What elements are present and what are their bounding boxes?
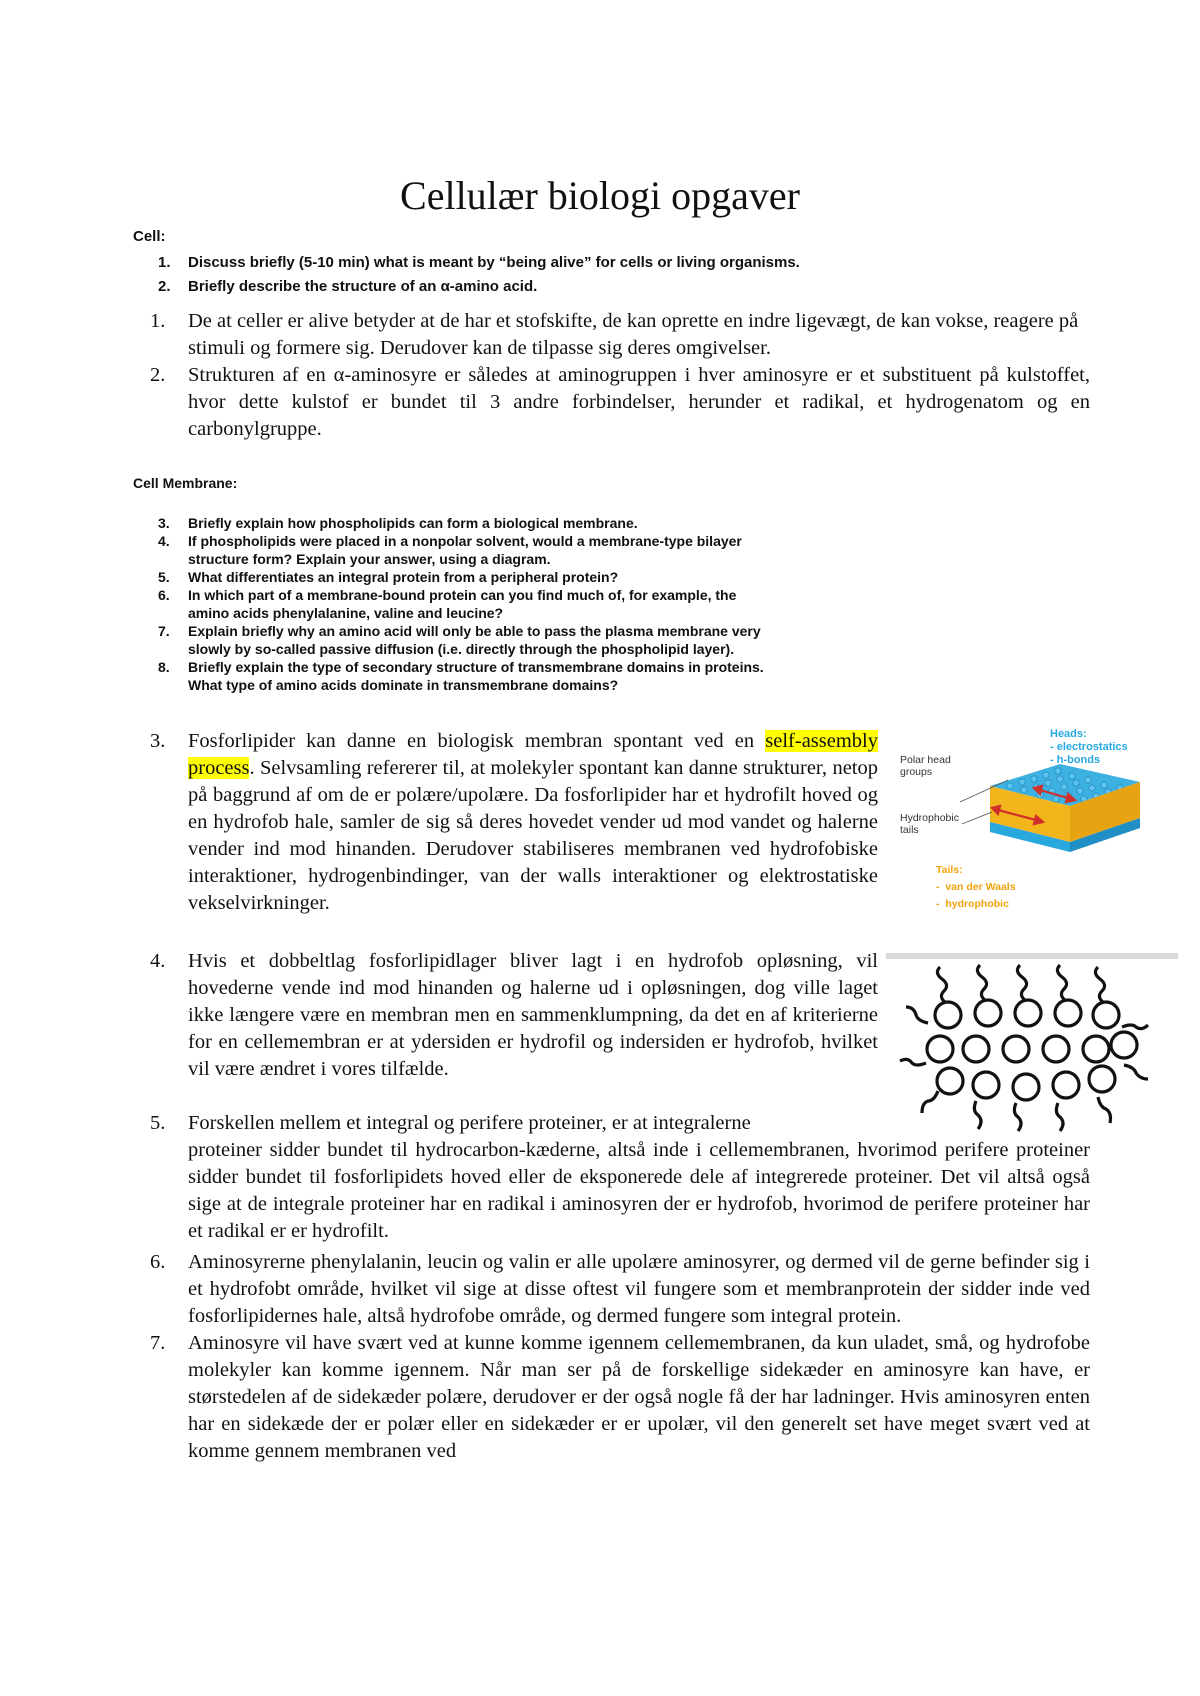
answer-6: 6. Aminosyrerne phenylalanin, leucin og valin er alle upolære aminosyrer, og dermed vil de gerne befinder sig i et hydrofobt område, hvilket vil sige at disse oftest vil fungere som et membranprotein der sidder inde ved fosforlipidernes hale, altså hydrofobe område, og dermed fungere som integral protein. <box>150 1251 1090 1327</box>
question-item: 7. Explain briefly why an amino acid will only be able to pass the plasma membrane very slowly by so-called passive diffusion (i.e. directly through the phospholipid layer). <box>158 623 761 657</box>
question-item: 2. Briefly describe the structure of an α-amino acid. <box>158 278 538 295</box>
question-item: 3. Briefly explain how phospholipids can form a biological membrane. <box>158 515 638 531</box>
membrane-question-list <box>150 514 770 694</box>
answers-6-7 <box>150 1249 1090 1465</box>
membrane-bilayer-figure <box>900 724 1150 914</box>
micelle-illustration <box>886 953 1178 1133</box>
heads-legend: Heads: - electrostatics - h-bonds <box>1050 728 1128 766</box>
inverted-micelle-figure <box>886 953 1178 1133</box>
cell-question-list <box>150 251 850 299</box>
polar-head-label: Polar head groups <box>900 754 951 778</box>
question-item: 1. Discuss briefly (5-10 min) what is meant by “being alive” for cells or living organisms. <box>158 254 800 271</box>
cell-answer-list <box>150 308 1090 443</box>
hydrophobic-tails-label: Hydrophobic tails <box>900 812 959 836</box>
answer-item: 1. De at celler er alive betyder at de har et stofskifte, de kan oprette en indre ligevægt, de kan vokse, reagere på stimuli og formere sig. Derudover kan de tilpasse sig deres omgivelser. <box>150 310 1079 359</box>
question-item: 8. Briefly explain the type of secondary structure of transmembrane domains in proteins. What type of amino acids dominate in transmembrane domains? <box>158 659 764 693</box>
answer-4: 4. Hvis et dobbeltlag fosforlipidlager bliver lagt i en hydrofob opløsning, vil hovederne vende ind mod hinanden og halerne ud i opløsningen, dog ville laget ikke længere være en membran men en sammenklumpning, da det en af kriterierne for en cellemembran er at ydersiden er hydrofil og indersiden er hydrofob, hvilket vil være ændret i vores tilfælde. <box>150 950 878 1080</box>
answer-3: 3. Fosforlipider kan danne en biologisk membran spontant ved en self-assembly process. Selvsamling refererer til, at molekyler spontant kan danne strukturer, netop på baggrund af om de er polære/upolære. Da fosforlipider har et hydrofilt hoved og en hydrofob hale, samler de sig så deres hovedet vender ud mod vandet og halerne vender ind mod hinanden. Derudover stabiliseres membranen ved hydrofobiske interaktioner, hydrogenbindinger, van der walls interaktioner og elektrostatiske vekselvirkninger. <box>150 730 878 914</box>
answer-item: 2. Strukturen af en α-aminosyre er således at aminogruppen i hver aminosyre er et substituent på kulstoffet, hvor dette kulstof er bundet til 3 andre forbindelser, herunder et radikal, et hydrogenatom og en carbonylgruppe. <box>150 364 1090 440</box>
lipid-heads <box>927 1000 1137 1100</box>
section-heading-cell: Cell: <box>133 228 166 245</box>
question-item: 6. In which part of a membrane-bound protein can you find much of, for example, the amino acids phenylalanine, valine and leucine? <box>158 587 737 621</box>
page-title: Cellulær biologi opgaver <box>400 173 800 218</box>
answer-5: 5. Forskellen mellem et integral og perifere proteiner, er at integralerne proteiner sidder bundet til hydrocarbon-kæderne, altså inde i cellemembranen, hvorimod perifere proteiner sidder bundet til fosforlipidets hoved eller de eksponerede dele af integrerede proteiner. Det vil altså også sige at de integrale proteiner har en radikal i aminosyren der er hydrofob, hvorimod de perifere proteiner har et radikal er er hydrofilt. <box>150 1112 1090 1242</box>
section-heading-membrane: Cell Membrane: <box>133 475 238 491</box>
answer-7: 7. Aminosyre vil have svært ved at kunne komme igennem cellemembranen, da kun uladet, små, og hydrofobe molekyler kan komme igennem. Når man ser på de forskellige sidekæder en aminosyre kan have, er størstedelen af de sidekæder polære, derudover er der også nogle få der har ladninger. Hvis aminosyren enten har en sidekæde der er polær eller en sidekæder er er upolær, vil den generelt set have meget svært ved at komme gennem membranen ved <box>150 1332 1090 1462</box>
question-item: 5. What differentiates an integral protein from a peripheral protein? <box>158 569 619 585</box>
highlighted-term: self-assembly process <box>188 730 878 779</box>
question-item: 4. If phospholipids were placed in a nonpolar solvent, would a membrane-type bilayer structure form? Explain your answer, using a diagram. <box>158 533 742 567</box>
tails-legend: Tails: - van der Waals - hydrophobic <box>936 864 1016 910</box>
